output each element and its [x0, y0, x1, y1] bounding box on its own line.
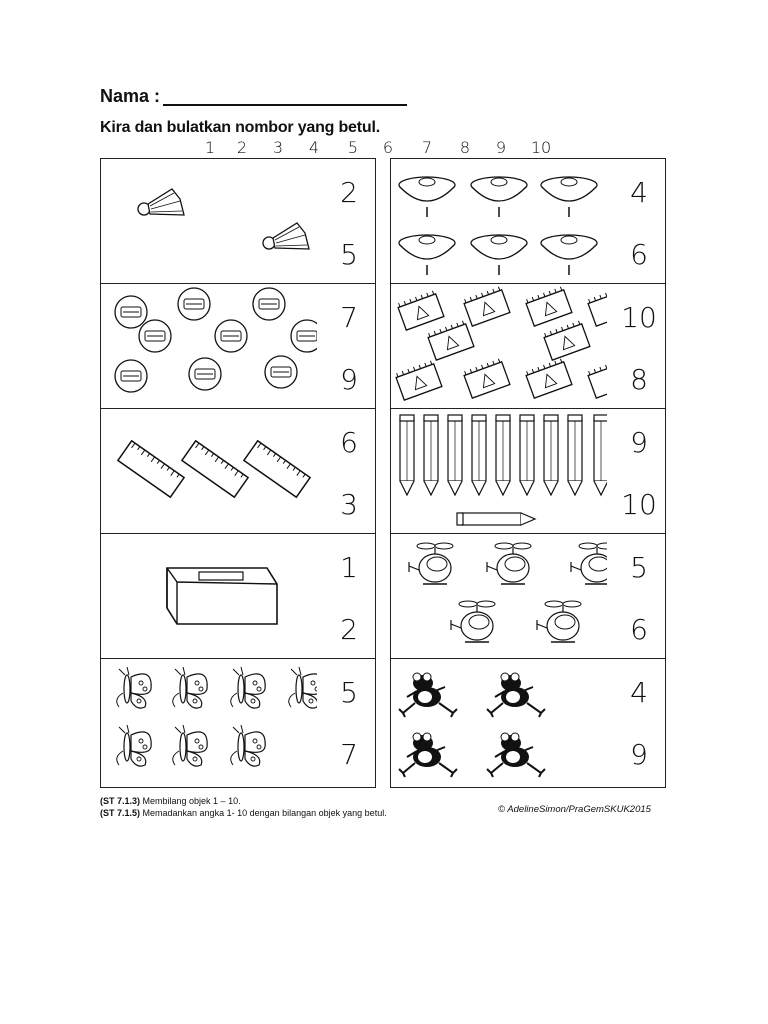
option-shuttlecock-5[interactable]: 5 — [340, 238, 358, 271]
pencil-icon — [544, 415, 558, 495]
butterfly-icon — [173, 667, 207, 708]
sharpener-icon — [139, 320, 171, 352]
cell-sharpener — [100, 283, 376, 410]
pencil-icon — [594, 415, 607, 495]
notepad-icon — [395, 360, 442, 400]
notepad-icon — [587, 286, 607, 326]
helicopter-group — [391, 534, 607, 661]
instruction: Kira dan bulatkan nombor yang betul. — [100, 119, 380, 136]
ruler-icon — [244, 441, 310, 497]
frog-icon — [487, 673, 545, 717]
pencil-group — [391, 409, 607, 536]
notepad-icon — [525, 286, 572, 326]
number-line-2: 2 — [236, 138, 248, 157]
butterfly-icon — [231, 667, 265, 708]
helicopter-icon — [571, 543, 607, 584]
option-ruler-3[interactable]: 3 — [340, 488, 358, 521]
pencil-icon — [457, 513, 535, 525]
number-line-9: 9 — [495, 138, 507, 157]
number-line-7: 7 — [421, 138, 433, 157]
spinning-top-icon — [399, 235, 455, 275]
footer-line-2 — [100, 808, 387, 818]
cell-eraser — [100, 533, 376, 660]
frog-icon — [399, 733, 457, 777]
butterfly-icon — [231, 725, 265, 766]
butterfly-icon — [289, 667, 317, 708]
number-line-4: 4 — [308, 138, 320, 157]
shuttlecock-icon — [138, 189, 184, 215]
helicopter-icon — [409, 543, 453, 584]
cell-ruler — [100, 408, 376, 535]
cell-frog — [390, 658, 666, 788]
spinning-top-icon — [471, 177, 527, 217]
butterfly-icon — [117, 725, 151, 766]
sharpener-group — [101, 284, 317, 411]
cell-spinning-top — [390, 158, 666, 285]
option-eraser-2[interactable]: 2 — [340, 613, 358, 646]
pencil-icon — [448, 415, 462, 495]
number-line-3: 3 — [272, 138, 284, 157]
name-input-line[interactable] — [163, 104, 407, 106]
notepad-icon — [397, 290, 444, 330]
sharpener-icon — [215, 320, 247, 352]
cell-shuttlecock — [100, 158, 376, 285]
option-ruler-6[interactable]: 6 — [340, 426, 358, 459]
name-label: Nama : — [100, 86, 161, 106]
frog-group — [391, 659, 607, 789]
option-spinning-top-4[interactable]: 4 — [630, 176, 648, 209]
footer-code-1: (ST 7.1.3) — [100, 796, 141, 806]
ruler-group — [101, 409, 317, 536]
option-spinning-top-6[interactable]: 6 — [630, 238, 648, 271]
pencil-icon — [520, 415, 534, 495]
notepad-icon — [463, 286, 510, 326]
notepad-icon — [543, 320, 590, 360]
sharpener-icon — [189, 358, 221, 390]
shuttlecock-icon — [263, 223, 309, 249]
sharpener-icon — [265, 356, 297, 388]
option-butterfly-5[interactable]: 5 — [340, 676, 358, 709]
notepad-icon — [525, 358, 572, 398]
shuttlecock-group — [101, 159, 317, 286]
option-pencil-10[interactable]: 10 — [621, 488, 657, 521]
cell-butterfly — [100, 658, 376, 788]
notepad-icon — [427, 320, 474, 360]
spinning-top-icon — [471, 235, 527, 275]
helicopter-icon — [487, 543, 531, 584]
frog-icon — [399, 673, 457, 717]
pencil-icon — [424, 415, 438, 495]
pencil-icon — [568, 415, 582, 495]
sharpener-icon — [115, 296, 147, 328]
number-line-10: 10 — [530, 138, 552, 157]
number-line-1: 1 — [204, 138, 216, 157]
option-shuttlecock-2[interactable]: 2 — [340, 176, 358, 209]
option-helicopter-5[interactable]: 5 — [630, 551, 648, 584]
spinning-top-group — [391, 159, 607, 286]
eraser-icon — [167, 568, 277, 624]
notepad-icon — [587, 358, 607, 398]
copyright: © AdelineSimon/PraGemSKUK2015 — [498, 804, 651, 815]
helicopter-icon — [451, 601, 495, 642]
helicopter-icon — [537, 601, 581, 642]
pencil-icon — [472, 415, 486, 495]
number-line-8: 8 — [459, 138, 471, 157]
option-notepad-10[interactable]: 10 — [621, 301, 657, 334]
option-butterfly-7[interactable]: 7 — [340, 738, 358, 771]
butterfly-icon — [117, 667, 151, 708]
butterfly-group — [101, 659, 317, 789]
option-frog-4[interactable]: 4 — [630, 676, 648, 709]
option-sharpener-7[interactable]: 7 — [340, 301, 358, 334]
option-sharpener-9[interactable]: 9 — [340, 363, 358, 396]
sharpener-icon — [253, 288, 285, 320]
footer-code-2: (ST 7.1.5) — [100, 808, 141, 818]
spinning-top-icon — [541, 177, 597, 217]
ruler-icon — [182, 441, 248, 497]
footer-text-2: Memadankan angka 1- 10 dengan bilangan objek yang betul. — [140, 808, 387, 818]
notepad-icon — [463, 358, 510, 398]
number-line-5: 5 — [347, 138, 359, 157]
cell-notepad — [390, 283, 666, 410]
butterfly-icon — [173, 725, 207, 766]
sharpener-icon — [115, 360, 147, 392]
option-pencil-9[interactable]: 9 — [630, 426, 648, 459]
sharpener-icon — [178, 288, 210, 320]
eraser-group — [101, 534, 317, 661]
ruler-icon — [118, 441, 184, 497]
spinning-top-icon — [541, 235, 597, 275]
footer-line-1 — [100, 796, 241, 806]
option-frog-9[interactable]: 9 — [630, 738, 648, 771]
frog-icon — [487, 733, 545, 777]
number-line-6: 6 — [382, 138, 394, 157]
sharpener-icon — [291, 320, 317, 352]
option-helicopter-6[interactable]: 6 — [630, 613, 648, 646]
cell-helicopter — [390, 533, 666, 660]
notepad-group — [391, 284, 607, 411]
option-notepad-8[interactable]: 8 — [630, 363, 648, 396]
cell-pencil — [390, 408, 666, 535]
pencil-icon — [400, 415, 414, 495]
spinning-top-icon — [399, 177, 455, 217]
pencil-icon — [496, 415, 510, 495]
footer-text-1: Membilang objek 1 – 10. — [140, 796, 241, 806]
option-eraser-1[interactable]: 1 — [340, 551, 358, 584]
